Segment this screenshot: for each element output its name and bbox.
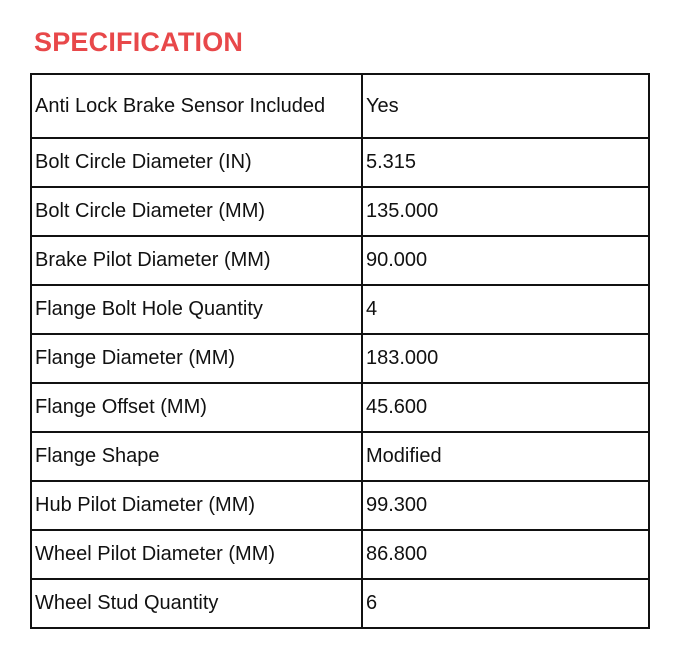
spec-label: Flange Bolt Hole Quantity xyxy=(31,285,362,334)
table-row xyxy=(31,236,649,285)
table-row xyxy=(31,187,649,236)
spec-value: 45.600 xyxy=(362,383,649,432)
spec-label: Hub Pilot Diameter (MM) xyxy=(31,481,362,530)
spec-label: Wheel Stud Quantity xyxy=(31,579,362,628)
spec-label: Bolt Circle Diameter (IN) xyxy=(31,138,362,187)
spec-value: 6 xyxy=(362,579,649,628)
spec-value: 135.000 xyxy=(362,187,649,236)
spec-value: Modified xyxy=(362,432,649,481)
spec-value: 5.315 xyxy=(362,138,649,187)
spec-label: Flange Shape xyxy=(31,432,362,481)
table-row xyxy=(31,579,649,628)
spec-label: Flange Offset (MM) xyxy=(31,383,362,432)
table-row xyxy=(31,138,649,187)
table-row xyxy=(31,432,649,481)
spec-value: 90.000 xyxy=(362,236,649,285)
spec-label: Flange Diameter (MM) xyxy=(31,334,362,383)
spec-label: Bolt Circle Diameter (MM) xyxy=(31,187,362,236)
spec-value: 4 xyxy=(362,285,649,334)
table-row xyxy=(31,285,649,334)
spec-value: 183.000 xyxy=(362,334,649,383)
table-row xyxy=(31,334,649,383)
page-title: SPECIFICATION xyxy=(34,27,244,57)
specification-table xyxy=(30,73,650,629)
spec-label: Brake Pilot Diameter (MM) xyxy=(31,236,362,285)
spec-label: Wheel Pilot Diameter (MM) xyxy=(31,530,362,579)
spec-value: 86.800 xyxy=(362,530,649,579)
spec-value: 99.300 xyxy=(362,481,649,530)
spec-value: Yes xyxy=(362,74,649,138)
table-row xyxy=(31,481,649,530)
table-row xyxy=(31,74,649,138)
table-row xyxy=(31,530,649,579)
table-row xyxy=(31,383,649,432)
spec-label: Anti Lock Brake Sensor Included xyxy=(31,74,362,138)
